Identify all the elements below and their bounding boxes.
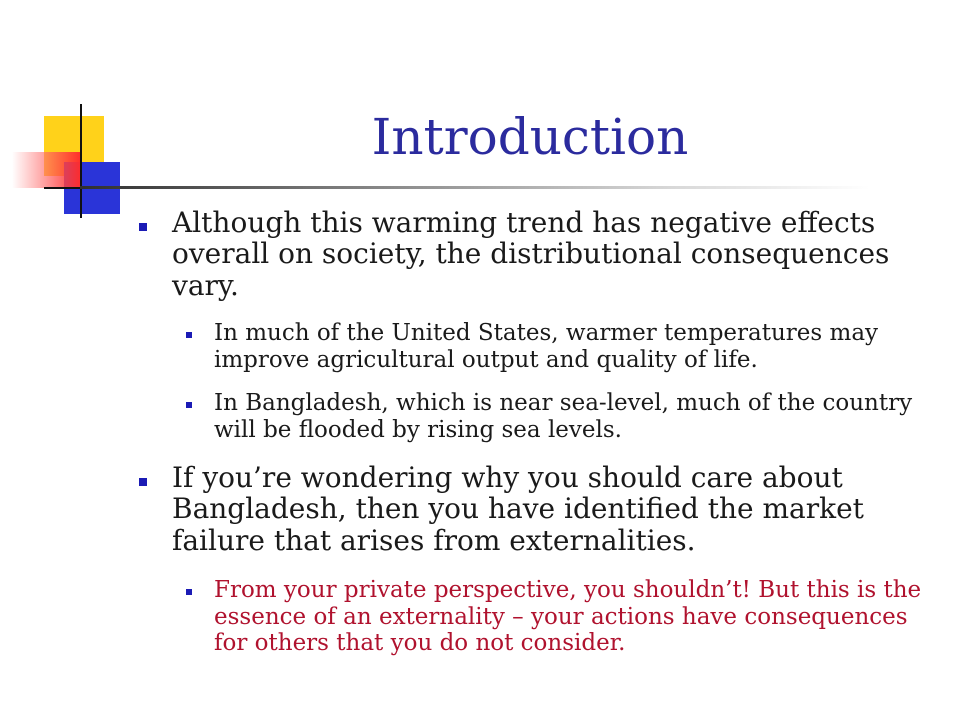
logo-red-gradient [12, 152, 82, 188]
sub-bullet-marker [186, 589, 192, 595]
bullet-marker [139, 478, 147, 486]
slide-title: Introduction [371, 108, 689, 166]
emphasis-sub-bullet-text: From your private perspective, you shouldn’t! But this is the essence of an externality – your actions have consequences for others that you do not consider. [214, 577, 922, 657]
corner-logo [0, 0, 200, 230]
sub-bullet-text: In much of the United States, warmer temperatures may improve agricultural output and quality of life. [214, 320, 879, 373]
logo-vertical-line [80, 104, 82, 218]
bullet-marker [139, 223, 147, 231]
sub-bullet-marker [186, 402, 192, 408]
sub-bullet-marker [186, 332, 192, 338]
bullet-text: Although this warming trend has negative effects overall on society, the distributional consequences vary. [172, 206, 890, 302]
bullet-text: If you’re wondering why you should care about Bangladesh, then you have identified the market failure that arises from externalities. [172, 461, 864, 557]
sub-bullet-text: In Bangladesh, which is near sea-level, much of the country will be flooded by rising sea levels. [214, 390, 913, 443]
title-underline [80, 186, 870, 189]
